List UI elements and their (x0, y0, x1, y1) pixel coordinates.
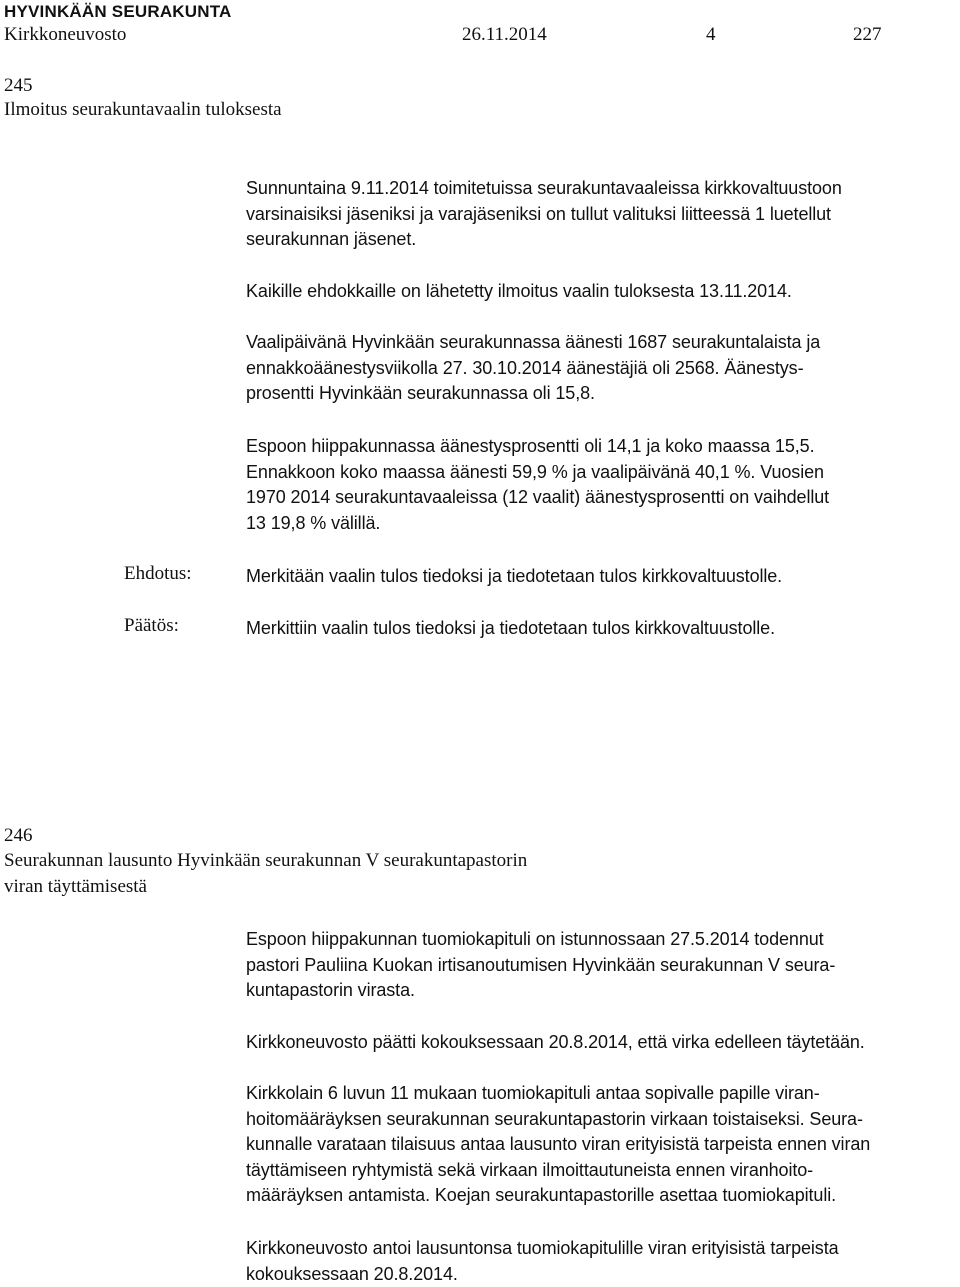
decision-text: Merkittiin vaalin tulos tiedoksi ja tiedotetaan tulos kirkkovaltuustolle. (246, 616, 958, 642)
section-245-number: 245 (4, 75, 33, 97)
meeting-body: Kirkkoneuvosto (4, 24, 126, 46)
text-line: täyttämiseen ryhtymistä sekä virkaan ilmoittautuneista ennen viranhoito- (246, 1158, 958, 1184)
proposal-label: Ehdotus: (124, 563, 192, 585)
text-line: Ennakkoon koko maassa äänesti 59,9 % ja vaalipäivänä 40,1 %. Vuosien (246, 460, 958, 486)
proposal-text: Merkitään vaalin tulos tiedoksi ja tiedotetaan tulos kirkkovaltuustolle. (246, 564, 958, 590)
section-246-title-line-2: viran täyttämisestä (4, 876, 147, 898)
text-line: hoitomääräyksen seurakunnan seurakuntapastorin virkaan toistaiseksi. Seura- (246, 1107, 958, 1133)
section-246-number: 246 (4, 825, 33, 847)
text-line: Espoon hiippakunnan tuomiokapituli on istunnossaan 27.5.2014 todennut (246, 927, 958, 953)
section-246-paragraph-2 (246, 1030, 958, 1056)
text-line: Espoon hiippakunnassa äänestysprosentti oli 14,1 ja koko maassa 15,5. (246, 434, 958, 460)
section-246-title-line-1: Seurakunnan lausunto Hyvinkään seurakunnan V seurakuntapastorin (4, 850, 527, 872)
text-line: Kirkkolain 6 luvun 11 mukaan tuomiokapituli antaa sopivalle papille viran- (246, 1081, 958, 1107)
text-line: ennakkoäänestysviikolla 27. 30.10.2014 äänestäjiä oli 2568. Äänestys- (246, 356, 958, 382)
section-245-title: Ilmoitus seurakuntavaalin tuloksesta (4, 99, 282, 121)
page-number: 227 (853, 24, 882, 46)
organization-name: HYVINKÄÄN SEURAKUNTA (4, 2, 232, 22)
meeting-date: 26.11.2014 (462, 24, 547, 46)
text-line: Kirkkoneuvosto päätti kokouksessaan 20.8.2014, että virka edelleen täytetään. (246, 1030, 958, 1056)
text-line: määräyksen antamista. Koejan seurakuntapastorille asettaa tuomiokapituli. (246, 1183, 958, 1209)
decision-label: Päätös: (124, 615, 179, 637)
meeting-number: 4 (706, 24, 716, 46)
text-line: Kirkkoneuvosto antoi lausuntonsa tuomiokapitulille viran erityisistä tarpeista (246, 1236, 958, 1262)
section-245-paragraph-2 (246, 279, 958, 305)
text-line: varsinaisiksi jäseniksi ja varajäseniksi on tullut valituksi liitteessä 1 luetellut (246, 202, 958, 228)
section-246-paragraph-3 (246, 1081, 958, 1209)
text-line: Vaalipäivänä Hyvinkään seurakunnassa äänesti 1687 seurakuntalaista ja (246, 330, 958, 356)
text-line: kuntapastorin virasta. (246, 978, 958, 1004)
section-245-paragraph-4 (246, 434, 958, 536)
text-line: Kaikille ehdokkaille on lähetetty ilmoitus vaalin tuloksesta 13.11.2014. (246, 279, 958, 305)
section-246-paragraph-4 (246, 1236, 958, 1287)
section-245-paragraph-1 (246, 176, 958, 253)
text-line: kokouksessaan 20.8.2014. (246, 1262, 958, 1287)
text-line: Sunnuntaina 9.11.2014 toimitetuissa seurakuntavaaleissa kirkkovaltuustoon (246, 176, 958, 202)
section-246-paragraph-1 (246, 927, 958, 1004)
text-line: kunnalle varataan tilaisuus antaa lausunto viran erityisistä tarpeista ennen viran (246, 1132, 958, 1158)
text-line: pastori Pauliina Kuokan irtisanoutumisen Hyvinkään seurakunnan V seura- (246, 953, 958, 979)
text-line: 1970 2014 seurakuntavaaleissa (12 vaalit) äänestysprosentti on vaihdellut (246, 485, 958, 511)
text-line: seurakunnan jäsenet. (246, 227, 958, 253)
text-line: 13 19,8 % välillä. (246, 511, 958, 537)
text-line: prosentti Hyvinkään seurakunnassa oli 15,8. (246, 381, 958, 407)
section-245-paragraph-3 (246, 330, 958, 407)
